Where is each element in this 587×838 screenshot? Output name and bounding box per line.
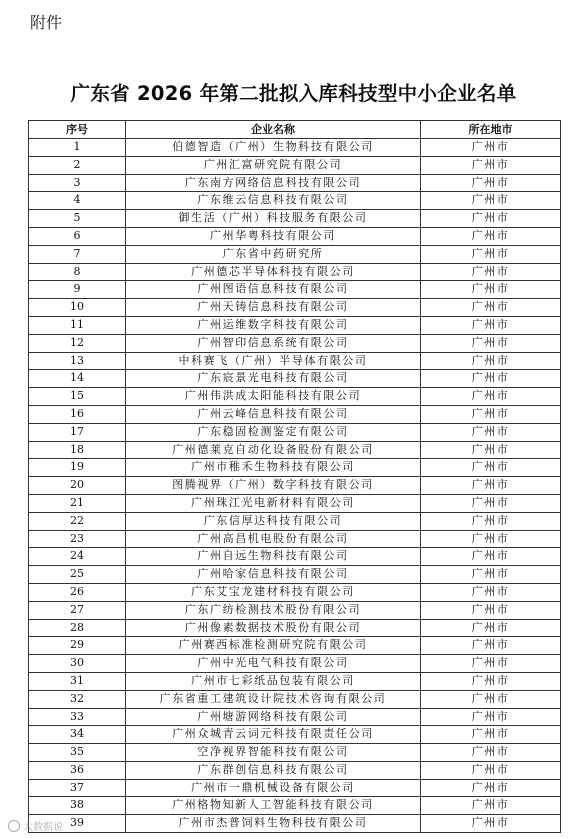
city-name: 广州市 [421, 352, 561, 370]
city-name: 广州市 [421, 815, 561, 833]
row-number: 3 [29, 174, 126, 192]
row-number: 26 [29, 583, 126, 601]
city-name: 广州市 [421, 139, 561, 157]
table-row [29, 281, 561, 299]
company-name: 广东群创信息科技有限公司 [126, 761, 421, 779]
table-row [29, 619, 561, 637]
table-row [29, 548, 561, 566]
row-number: 34 [29, 726, 126, 744]
table-row [29, 815, 561, 833]
city-name: 广州市 [421, 744, 561, 762]
city-name: 广州市 [421, 210, 561, 228]
row-number: 8 [29, 263, 126, 281]
table-row [29, 192, 561, 210]
row-number: 2 [29, 156, 126, 174]
city-name: 广州市 [421, 174, 561, 192]
city-name: 广州市 [421, 441, 561, 459]
table-row [29, 672, 561, 690]
company-name: 广州自远生物科技有限公司 [126, 548, 421, 566]
row-number: 11 [29, 316, 126, 334]
watermark-logo-icon [8, 820, 20, 832]
table-row [29, 761, 561, 779]
table-row [29, 494, 561, 512]
table-header-row [29, 121, 561, 139]
company-name: 广州德莱克自动化设备股份有限公司 [126, 441, 421, 459]
table-row [29, 583, 561, 601]
city-name: 广州市 [421, 334, 561, 352]
table-row [29, 566, 561, 584]
table-row [29, 690, 561, 708]
row-number: 30 [29, 655, 126, 673]
company-name: 广州中光电气科技有限公司 [126, 655, 421, 673]
city-name: 广州市 [421, 316, 561, 334]
row-number: 31 [29, 672, 126, 690]
company-name: 伯德智造（广州）生物科技有限公司 [126, 139, 421, 157]
company-name: 广东省重工建筑设计院技术咨询有限公司 [126, 690, 421, 708]
company-name: 广州天铸信息科技有限公司 [126, 299, 421, 317]
city-name: 广州市 [421, 494, 561, 512]
row-number: 24 [29, 548, 126, 566]
row-number: 20 [29, 477, 126, 495]
city-name: 广州市 [421, 512, 561, 530]
table-row [29, 708, 561, 726]
row-number: 35 [29, 744, 126, 762]
row-number: 23 [29, 530, 126, 548]
city-name: 广州市 [421, 726, 561, 744]
row-number: 38 [29, 797, 126, 815]
company-name: 图腾视界（广州）数字科技有限公司 [126, 477, 421, 495]
table-body [29, 139, 561, 833]
city-name: 广州市 [421, 299, 561, 317]
row-number: 12 [29, 334, 126, 352]
company-name: 广州格物知新人工智能科技有限公司 [126, 797, 421, 815]
company-name: 广州华粤科技有限公司 [126, 227, 421, 245]
watermark [8, 818, 63, 833]
row-number: 17 [29, 423, 126, 441]
city-name: 广州市 [421, 530, 561, 548]
table-row [29, 637, 561, 655]
row-number: 10 [29, 299, 126, 317]
table-row [29, 477, 561, 495]
company-name: 广州珠江光电新材料有限公司 [126, 494, 421, 512]
company-name: 中科赛飞（广州）半导体有限公司 [126, 352, 421, 370]
city-name: 广州市 [421, 423, 561, 441]
table-row [29, 405, 561, 423]
row-number: 9 [29, 281, 126, 299]
company-name: 广州汇富研究院有限公司 [126, 156, 421, 174]
company-name: 广州云峰信息科技有限公司 [126, 405, 421, 423]
row-number: 4 [29, 192, 126, 210]
row-number: 25 [29, 566, 126, 584]
table-row [29, 530, 561, 548]
company-name: 广州高昌机电股份有限公司 [126, 530, 421, 548]
table-row [29, 263, 561, 281]
row-number: 18 [29, 441, 126, 459]
company-name: 广州德芯半导体科技有限公司 [126, 263, 421, 281]
company-name: 广东南方网络信息科技有限公司 [126, 174, 421, 192]
city-name: 广州市 [421, 637, 561, 655]
row-number: 7 [29, 245, 126, 263]
company-name: 广州运维数字科技有限公司 [126, 316, 421, 334]
table-row [29, 299, 561, 317]
city-name: 广州市 [421, 477, 561, 495]
row-number: 14 [29, 370, 126, 388]
company-name: 广州市稚禾生物科技有限公司 [126, 459, 421, 477]
city-name: 广州市 [421, 388, 561, 406]
city-name: 广州市 [421, 779, 561, 797]
document-title: 广东省 2026 年第二批拟入库科技型中小企业名单 [70, 82, 517, 105]
company-name: 广东宸景光电科技有限公司 [126, 370, 421, 388]
city-name: 广州市 [421, 566, 561, 584]
company-name: 空净视界智能科技有限公司 [126, 744, 421, 762]
city-name: 广州市 [421, 405, 561, 423]
row-number: 19 [29, 459, 126, 477]
company-name: 广州众城青云词元科技有限责任公司 [126, 726, 421, 744]
row-number: 32 [29, 690, 126, 708]
company-name: 广东维云信息科技有限公司 [126, 192, 421, 210]
city-name: 广州市 [421, 761, 561, 779]
row-number: 28 [29, 619, 126, 637]
row-number: 1 [29, 139, 126, 157]
table-row [29, 441, 561, 459]
row-number: 29 [29, 637, 126, 655]
table-row [29, 370, 561, 388]
table-row [29, 210, 561, 228]
row-number: 39 [29, 815, 126, 833]
table-row [29, 797, 561, 815]
column-header-city: 所在地市 [421, 121, 561, 139]
city-name: 广州市 [421, 583, 561, 601]
company-name: 广州图语信息科技有限公司 [126, 281, 421, 299]
column-header-number: 序号 [29, 121, 126, 139]
table-row [29, 388, 561, 406]
city-name: 广州市 [421, 281, 561, 299]
company-name: 广州哈家信息科技有限公司 [126, 566, 421, 584]
city-name: 广州市 [421, 708, 561, 726]
attachment-label: 附件 [30, 13, 63, 32]
city-name: 广州市 [421, 672, 561, 690]
table-row [29, 334, 561, 352]
company-name: 广东省中药研究所 [126, 245, 421, 263]
company-name: 广东广纺检测技术股份有限公司 [126, 601, 421, 619]
watermark-text: 大数据说 [23, 822, 63, 833]
city-name: 广州市 [421, 370, 561, 388]
row-number: 27 [29, 601, 126, 619]
table-row [29, 601, 561, 619]
company-name: 广东信厚达科技有限公司 [126, 512, 421, 530]
column-header-company: 企业名称 [126, 121, 421, 139]
city-name: 广州市 [421, 548, 561, 566]
row-number: 13 [29, 352, 126, 370]
city-name: 广州市 [421, 619, 561, 637]
city-name: 广州市 [421, 601, 561, 619]
row-number: 21 [29, 494, 126, 512]
table-row [29, 316, 561, 334]
city-name: 广州市 [421, 655, 561, 673]
table-row [29, 174, 561, 192]
city-name: 广州市 [421, 797, 561, 815]
table-row [29, 227, 561, 245]
company-name: 广州像素数据技术股份有限公司 [126, 619, 421, 637]
company-name: 广州市七彩纸品包装有限公司 [126, 672, 421, 690]
row-number: 36 [29, 761, 126, 779]
enterprise-table [28, 120, 561, 833]
row-number: 16 [29, 405, 126, 423]
table-row [29, 139, 561, 157]
table-row [29, 352, 561, 370]
table-row [29, 779, 561, 797]
city-name: 广州市 [421, 156, 561, 174]
company-name: 广州智印信息系统有限公司 [126, 334, 421, 352]
row-number: 22 [29, 512, 126, 530]
table-row [29, 512, 561, 530]
city-name: 广州市 [421, 690, 561, 708]
city-name: 广州市 [421, 245, 561, 263]
city-name: 广州市 [421, 263, 561, 281]
table-row [29, 423, 561, 441]
row-number: 5 [29, 210, 126, 228]
row-number: 6 [29, 227, 126, 245]
company-name: 广州市杰普饲料生物科技有限公司 [126, 815, 421, 833]
city-name: 广州市 [421, 227, 561, 245]
table-row [29, 744, 561, 762]
company-name: 广州塘游网络科技有限公司 [126, 708, 421, 726]
city-name: 广州市 [421, 459, 561, 477]
company-name: 广州市一鼎机械设备有限公司 [126, 779, 421, 797]
company-name: 广东稳固检测鉴定有限公司 [126, 423, 421, 441]
company-name: 御生活（广州）科技服务有限公司 [126, 210, 421, 228]
table-row [29, 655, 561, 673]
company-name: 广州赛西标准检测研究院有限公司 [126, 637, 421, 655]
city-name: 广州市 [421, 192, 561, 210]
company-name: 广东艾宝龙建材科技有限公司 [126, 583, 421, 601]
row-number: 33 [29, 708, 126, 726]
table-row [29, 156, 561, 174]
company-name: 广州伟洪成太阳能科技有限公司 [126, 388, 421, 406]
row-number: 15 [29, 388, 126, 406]
table-row [29, 726, 561, 744]
table-row [29, 459, 561, 477]
table-row [29, 245, 561, 263]
row-number: 37 [29, 779, 126, 797]
